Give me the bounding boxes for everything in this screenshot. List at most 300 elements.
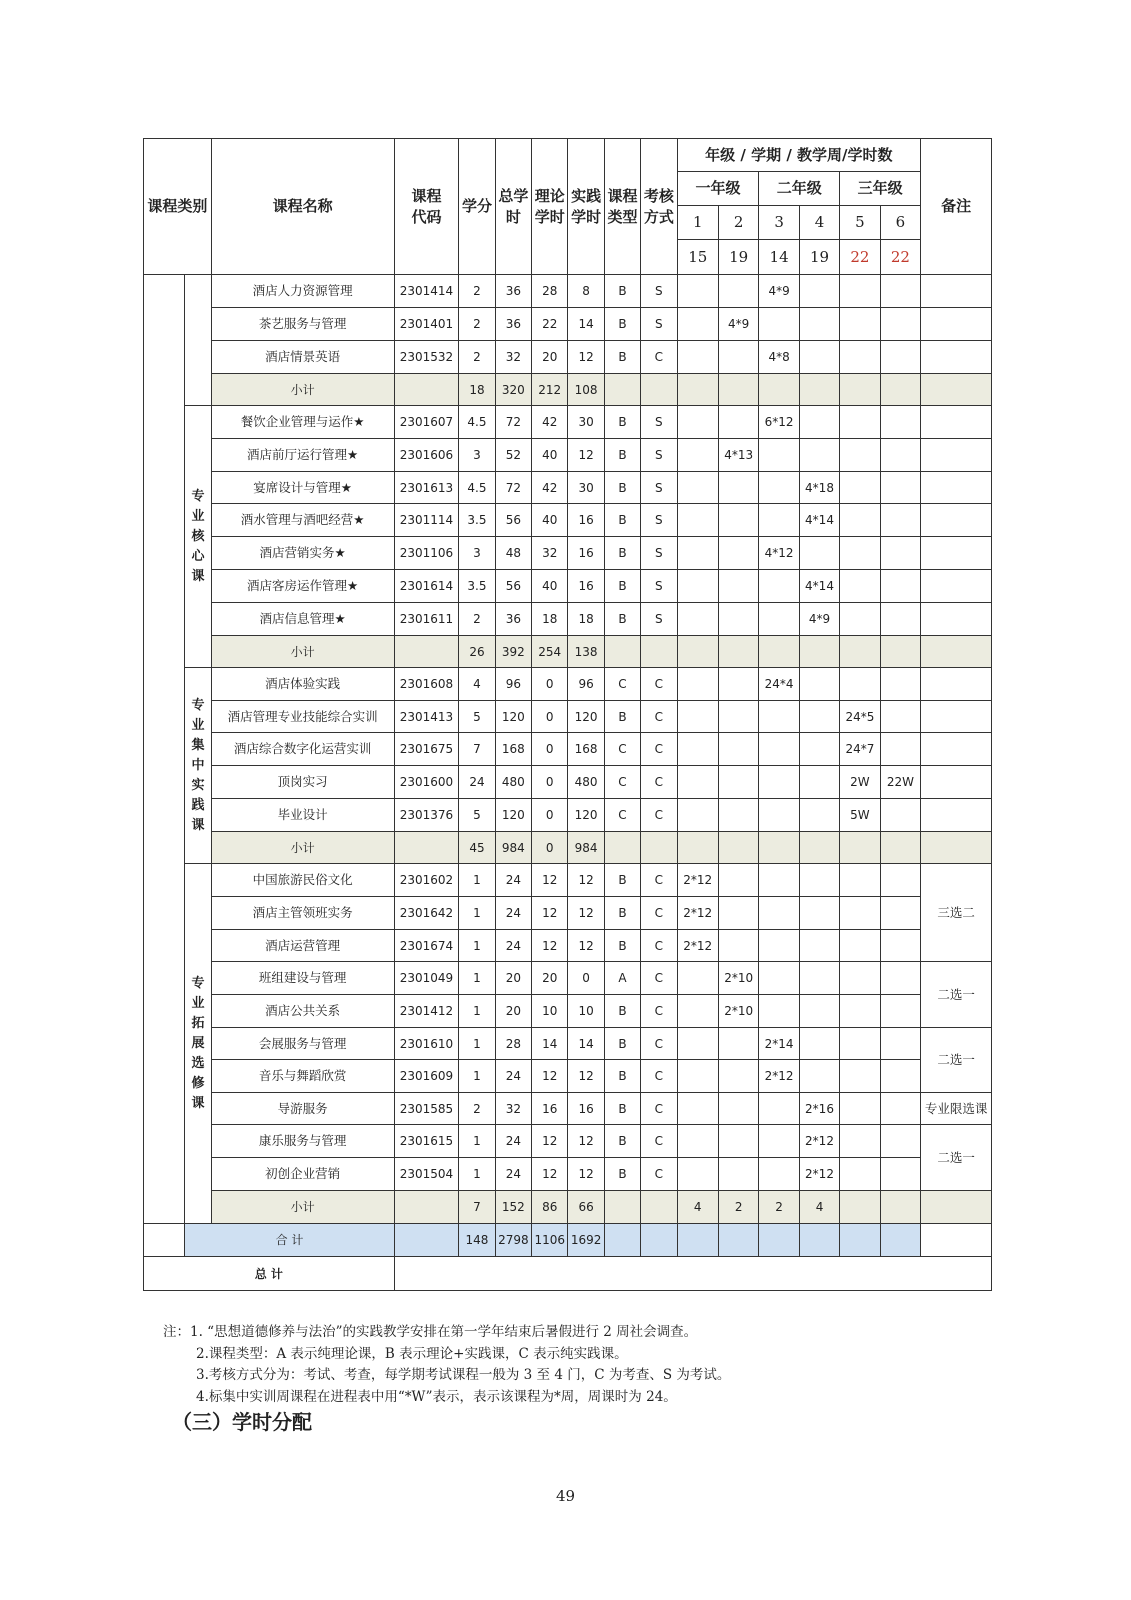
subtotal-semester xyxy=(799,832,839,864)
course-type: B xyxy=(604,701,640,733)
course-type: B xyxy=(604,308,640,341)
course-exam: C xyxy=(641,897,677,930)
course-theory-hours: 12 xyxy=(532,1060,568,1093)
course-total-hours: 36 xyxy=(495,275,531,308)
semester-hours xyxy=(759,570,799,603)
semester-hours xyxy=(880,930,921,962)
course-credit: 1 xyxy=(459,930,495,962)
semester-hours xyxy=(677,275,718,308)
course-name: 会展服务与管理 xyxy=(211,1028,394,1060)
semester-hours xyxy=(759,1125,799,1158)
semester-hours xyxy=(880,733,921,766)
subtotal-code xyxy=(394,374,459,406)
course-total-hours: 72 xyxy=(495,472,531,504)
subtotal-semester xyxy=(840,832,880,864)
subtotal-row xyxy=(144,1191,992,1224)
course-code: 2301610 xyxy=(394,1028,459,1060)
total-blank xyxy=(144,1224,185,1257)
course-credit: 5 xyxy=(459,799,495,832)
semester-hours xyxy=(880,308,921,341)
semester-hours xyxy=(840,668,880,701)
course-type: B xyxy=(604,1060,640,1093)
course-exam: C xyxy=(641,1060,677,1093)
course-remark: 二选一 xyxy=(921,1125,992,1191)
course-practice-hours: 12 xyxy=(568,897,604,930)
semester-hours xyxy=(880,439,921,472)
subtotal-semester xyxy=(840,1191,880,1224)
semester-hours: 6*12 xyxy=(759,406,799,439)
semester-hours xyxy=(718,799,758,832)
subtotal-semester xyxy=(799,636,839,668)
subtotal-semester xyxy=(880,636,921,668)
semester-hours: 2*12 xyxy=(799,1158,839,1191)
semester-hours xyxy=(677,439,718,472)
header-year-2: 二年级 xyxy=(759,172,840,206)
course-remark: 二选一 xyxy=(921,1028,992,1093)
subtotal-remark xyxy=(921,1191,992,1224)
course-code: 2301401 xyxy=(394,308,459,341)
course-credit: 2 xyxy=(459,1093,495,1125)
semester-hours xyxy=(799,701,839,733)
course-exam: S xyxy=(641,504,677,537)
semester-hours xyxy=(677,799,718,832)
course-exam: S xyxy=(641,308,677,341)
grand-total-row xyxy=(144,1257,992,1291)
course-name: 顶岗实习 xyxy=(211,766,394,799)
semester-hours xyxy=(880,603,921,636)
semester-hours xyxy=(880,406,921,439)
semester-hours xyxy=(759,864,799,897)
semester-hours xyxy=(880,472,921,504)
header-theory-hours: 理论学时 xyxy=(532,139,568,275)
course-theory-hours: 20 xyxy=(532,341,568,374)
semester-hours: 4*9 xyxy=(718,308,758,341)
semester-hours: 2*12 xyxy=(677,897,718,930)
course-code: 2301504 xyxy=(394,1158,459,1191)
semester-hours: 2*16 xyxy=(799,1093,839,1125)
course-credit: 24 xyxy=(459,766,495,799)
semester-hours xyxy=(840,472,880,504)
semester-hours xyxy=(840,308,880,341)
semester-hours: 4*9 xyxy=(759,275,799,308)
subtotal-semester xyxy=(759,832,799,864)
subtotal-practice-hours: 66 xyxy=(568,1191,604,1224)
course-name: 初创企业营销 xyxy=(211,1158,394,1191)
table-row xyxy=(144,1028,992,1060)
header-weeks: 22 xyxy=(880,240,921,275)
semester-hours xyxy=(677,1028,718,1060)
semester-hours: 2*12 xyxy=(677,864,718,897)
course-credit: 1 xyxy=(459,962,495,995)
course-remark: 三选二 xyxy=(921,864,992,962)
semester-hours xyxy=(677,570,718,603)
semester-hours xyxy=(759,766,799,799)
course-name: 导游服务 xyxy=(211,1093,394,1125)
semester-hours xyxy=(677,1158,718,1191)
course-theory-hours: 14 xyxy=(532,1028,568,1060)
semester-hours xyxy=(677,504,718,537)
table-row xyxy=(144,701,992,733)
table-row xyxy=(144,962,992,995)
course-practice-hours: 16 xyxy=(568,570,604,603)
course-total-hours: 480 xyxy=(495,766,531,799)
total-theory-hours: 1106 xyxy=(532,1224,568,1257)
semester-hours xyxy=(718,930,758,962)
table-row xyxy=(144,1060,992,1093)
semester-hours xyxy=(840,504,880,537)
subtotal-semester: 4 xyxy=(799,1191,839,1224)
course-theory-hours: 12 xyxy=(532,864,568,897)
table-body xyxy=(144,275,992,1291)
course-remark xyxy=(921,701,992,733)
course-practice-hours: 12 xyxy=(568,1125,604,1158)
subtotal-semester xyxy=(677,636,718,668)
table-row xyxy=(144,995,992,1028)
subtotal-remark xyxy=(921,636,992,668)
course-practice-hours: 120 xyxy=(568,701,604,733)
semester-hours: 24*5 xyxy=(840,701,880,733)
subtotal-code xyxy=(394,636,459,668)
semester-hours xyxy=(880,701,921,733)
course-code: 2301600 xyxy=(394,766,459,799)
semester-hours xyxy=(840,897,880,930)
subtotal-semester xyxy=(840,374,880,406)
semester-hours xyxy=(718,504,758,537)
group-label xyxy=(185,864,211,1224)
semester-hours xyxy=(799,439,839,472)
section-title: （三）学时分配 xyxy=(172,1410,312,1434)
table-row xyxy=(144,603,992,636)
course-credit: 7 xyxy=(459,733,495,766)
course-code: 2301602 xyxy=(394,864,459,897)
table-row xyxy=(144,1093,992,1125)
subtotal-label: 小计 xyxy=(211,374,394,406)
course-code: 2301607 xyxy=(394,406,459,439)
course-credit: 2 xyxy=(459,275,495,308)
header-schedule: 年级 / 学期 / 教学周/学时数 xyxy=(677,139,921,172)
course-credit: 3.5 xyxy=(459,570,495,603)
course-type: B xyxy=(604,864,640,897)
header-weeks: 15 xyxy=(677,240,718,275)
course-total-hours: 56 xyxy=(495,504,531,537)
course-theory-hours: 10 xyxy=(532,995,568,1028)
course-total-hours: 24 xyxy=(495,1125,531,1158)
course-code: 2301414 xyxy=(394,275,459,308)
semester-hours: 24*4 xyxy=(759,668,799,701)
course-name: 酒店运营管理 xyxy=(211,930,394,962)
course-practice-hours: 12 xyxy=(568,930,604,962)
course-code: 2301611 xyxy=(394,603,459,636)
semester-hours xyxy=(880,570,921,603)
course-remark xyxy=(921,668,992,701)
total-type xyxy=(604,1224,640,1257)
course-total-hours: 24 xyxy=(495,864,531,897)
total-exam xyxy=(641,1224,677,1257)
category-cell xyxy=(144,275,185,1224)
course-total-hours: 72 xyxy=(495,406,531,439)
course-exam: C xyxy=(641,1125,677,1158)
semester-hours xyxy=(840,275,880,308)
semester-hours xyxy=(840,1060,880,1093)
course-remark xyxy=(921,308,992,341)
course-type: B xyxy=(604,603,640,636)
course-theory-hours: 40 xyxy=(532,570,568,603)
course-remark xyxy=(921,504,992,537)
semester-hours xyxy=(880,537,921,570)
course-code: 2301114 xyxy=(394,504,459,537)
semester-hours xyxy=(677,701,718,733)
course-practice-hours: 16 xyxy=(568,537,604,570)
semester-hours xyxy=(759,472,799,504)
header-year-3: 三年级 xyxy=(840,172,921,206)
course-credit: 4.5 xyxy=(459,406,495,439)
course-schedule-table xyxy=(143,138,992,1291)
semester-hours xyxy=(718,1060,758,1093)
semester-hours xyxy=(759,308,799,341)
course-theory-hours: 18 xyxy=(532,603,568,636)
course-remark xyxy=(921,439,992,472)
course-theory-hours: 40 xyxy=(532,504,568,537)
semester-hours xyxy=(799,406,839,439)
course-theory-hours: 0 xyxy=(532,799,568,832)
course-type: B xyxy=(604,1125,640,1158)
course-code: 2301675 xyxy=(394,733,459,766)
course-credit: 1 xyxy=(459,995,495,1028)
semester-hours xyxy=(880,275,921,308)
header-name: 课程名称 xyxy=(211,139,394,275)
subtotal-semester xyxy=(840,636,880,668)
note-line: 2.课程类型：A 表示纯理论课，B 表示理论+实践课，C 表示纯实践课。 xyxy=(196,1345,628,1362)
course-theory-hours: 42 xyxy=(532,472,568,504)
group-label-text: 专业核心课 xyxy=(191,488,205,584)
course-practice-hours: 30 xyxy=(568,472,604,504)
course-type: B xyxy=(604,1028,640,1060)
course-type: C xyxy=(604,766,640,799)
course-exam: S xyxy=(641,439,677,472)
semester-hours xyxy=(799,341,839,374)
header-semester: 5 xyxy=(840,206,880,240)
course-practice-hours: 12 xyxy=(568,864,604,897)
course-remark xyxy=(921,537,992,570)
course-type: B xyxy=(604,439,640,472)
course-type: A xyxy=(604,962,640,995)
course-credit: 1 xyxy=(459,1060,495,1093)
course-credit: 1 xyxy=(459,864,495,897)
subtotal-remark xyxy=(921,832,992,864)
course-credit: 1 xyxy=(459,897,495,930)
subtotal-type xyxy=(604,832,640,864)
header-semester: 2 xyxy=(718,206,758,240)
subtotal-label: 小计 xyxy=(211,832,394,864)
subtotal-credit: 7 xyxy=(459,1191,495,1224)
table-row xyxy=(144,1158,992,1191)
course-theory-hours: 16 xyxy=(532,1093,568,1125)
course-name: 酒店信息管理★ xyxy=(211,603,394,636)
course-total-hours: 168 xyxy=(495,733,531,766)
course-total-hours: 20 xyxy=(495,995,531,1028)
course-code: 2301585 xyxy=(394,1093,459,1125)
course-theory-hours: 12 xyxy=(532,897,568,930)
semester-hours xyxy=(880,504,921,537)
semester-hours xyxy=(880,1125,921,1158)
total-semester xyxy=(759,1224,799,1257)
course-practice-hours: 10 xyxy=(568,995,604,1028)
header-semester: 4 xyxy=(799,206,839,240)
subtotal-type xyxy=(604,636,640,668)
semester-hours: 5W xyxy=(840,799,880,832)
total-label: 合 计 xyxy=(185,1224,394,1257)
table-row xyxy=(144,537,992,570)
semester-hours xyxy=(799,1060,839,1093)
semester-hours xyxy=(880,1093,921,1125)
course-total-hours: 24 xyxy=(495,930,531,962)
course-remark xyxy=(921,275,992,308)
semester-hours xyxy=(840,1028,880,1060)
semester-hours: 2*12 xyxy=(799,1125,839,1158)
semester-hours xyxy=(718,537,758,570)
course-total-hours: 28 xyxy=(495,1028,531,1060)
course-type: B xyxy=(604,1158,640,1191)
header-exam-method: 考核方式 xyxy=(641,139,677,275)
note-line: 3.考核方式分为：考试、考查，每学期考试课程一般为 3 至 4 门，C 为考查、S 为考试。 xyxy=(196,1367,731,1383)
course-practice-hours: 18 xyxy=(568,603,604,636)
course-name: 宴席设计与管理★ xyxy=(211,472,394,504)
header-practice-hours: 实践学时 xyxy=(568,139,604,275)
course-exam: S xyxy=(641,275,677,308)
semester-hours xyxy=(718,472,758,504)
course-code: 2301606 xyxy=(394,439,459,472)
subtotal-label: 小计 xyxy=(211,636,394,668)
course-theory-hours: 42 xyxy=(532,406,568,439)
course-name: 中国旅游民俗文化 xyxy=(211,864,394,897)
course-theory-hours: 0 xyxy=(532,766,568,799)
semester-hours xyxy=(799,766,839,799)
course-theory-hours: 0 xyxy=(532,701,568,733)
course-credit: 3 xyxy=(459,439,495,472)
subtotal-practice-hours: 138 xyxy=(568,636,604,668)
semester-hours xyxy=(759,799,799,832)
course-type: B xyxy=(604,275,640,308)
semester-hours xyxy=(840,406,880,439)
semester-hours xyxy=(840,341,880,374)
course-name: 酒水管理与酒吧经营★ xyxy=(211,504,394,537)
subtotal-semester xyxy=(677,374,718,406)
table-row xyxy=(144,733,992,766)
semester-hours xyxy=(677,1125,718,1158)
semester-hours xyxy=(677,733,718,766)
semester-hours xyxy=(718,603,758,636)
course-theory-hours: 22 xyxy=(532,308,568,341)
course-theory-hours: 12 xyxy=(532,1125,568,1158)
group-label xyxy=(185,406,211,668)
semester-hours: 22W xyxy=(880,766,921,799)
total-row xyxy=(144,1224,992,1257)
semester-hours xyxy=(718,766,758,799)
course-total-hours: 24 xyxy=(495,1060,531,1093)
semester-hours xyxy=(677,406,718,439)
course-exam: S xyxy=(641,603,677,636)
course-type: B xyxy=(604,995,640,1028)
total-practice-hours: 1692 xyxy=(568,1224,604,1257)
semester-hours xyxy=(718,668,758,701)
course-theory-hours: 0 xyxy=(532,668,568,701)
course-exam: S xyxy=(641,472,677,504)
course-theory-hours: 40 xyxy=(532,439,568,472)
subtotal-row xyxy=(144,636,992,668)
semester-hours xyxy=(880,799,921,832)
subtotal-total-hours: 392 xyxy=(495,636,531,668)
course-theory-hours: 20 xyxy=(532,962,568,995)
course-exam: C xyxy=(641,995,677,1028)
semester-hours xyxy=(799,799,839,832)
header-credit: 学分 xyxy=(459,139,495,275)
subtotal-total-hours: 984 xyxy=(495,832,531,864)
course-total-hours: 24 xyxy=(495,1158,531,1191)
course-total-hours: 120 xyxy=(495,701,531,733)
course-credit: 1 xyxy=(459,1125,495,1158)
course-code: 2301674 xyxy=(394,930,459,962)
course-credit: 4.5 xyxy=(459,472,495,504)
course-credit: 1 xyxy=(459,1028,495,1060)
table-row xyxy=(144,472,992,504)
table-row xyxy=(144,504,992,537)
subtotal-total-hours: 320 xyxy=(495,374,531,406)
course-practice-hours: 12 xyxy=(568,1158,604,1191)
course-exam: C xyxy=(641,733,677,766)
subtotal-credit: 45 xyxy=(459,832,495,864)
notes xyxy=(163,1322,730,1408)
subtotal-code xyxy=(394,1191,459,1224)
semester-hours xyxy=(799,995,839,1028)
page-number: 49 xyxy=(555,1487,576,1505)
semester-hours xyxy=(759,1093,799,1125)
semester-hours xyxy=(759,603,799,636)
course-practice-hours: 30 xyxy=(568,406,604,439)
subtotal-row xyxy=(144,374,992,406)
course-credit: 1 xyxy=(459,1158,495,1191)
course-type: C xyxy=(604,799,640,832)
course-name: 酒店主管领班实务 xyxy=(211,897,394,930)
course-remark xyxy=(921,472,992,504)
subtotal-semester xyxy=(880,832,921,864)
semester-hours xyxy=(718,733,758,766)
course-name: 酒店公共关系 xyxy=(211,995,394,1028)
course-remark xyxy=(921,603,992,636)
course-exam: C xyxy=(641,799,677,832)
subtotal-label: 小计 xyxy=(211,1191,394,1224)
semester-hours xyxy=(799,308,839,341)
header-remark: 备注 xyxy=(921,139,992,275)
course-exam: C xyxy=(641,1028,677,1060)
semester-hours: 4*12 xyxy=(759,537,799,570)
semester-hours xyxy=(880,995,921,1028)
semester-hours: 2*14 xyxy=(759,1028,799,1060)
course-total-hours: 120 xyxy=(495,799,531,832)
semester-hours xyxy=(840,537,880,570)
course-total-hours: 36 xyxy=(495,603,531,636)
course-remark xyxy=(921,570,992,603)
course-exam: C xyxy=(641,341,677,374)
course-credit: 3 xyxy=(459,537,495,570)
header-code: 课程代码 xyxy=(394,139,459,275)
table-row xyxy=(144,668,992,701)
course-code: 2301532 xyxy=(394,341,459,374)
course-exam: C xyxy=(641,1158,677,1191)
course-name: 茶艺服务与管理 xyxy=(211,308,394,341)
semester-hours: 2W xyxy=(840,766,880,799)
course-practice-hours: 480 xyxy=(568,766,604,799)
group-label-text: 专业集中实践课 xyxy=(191,697,205,833)
